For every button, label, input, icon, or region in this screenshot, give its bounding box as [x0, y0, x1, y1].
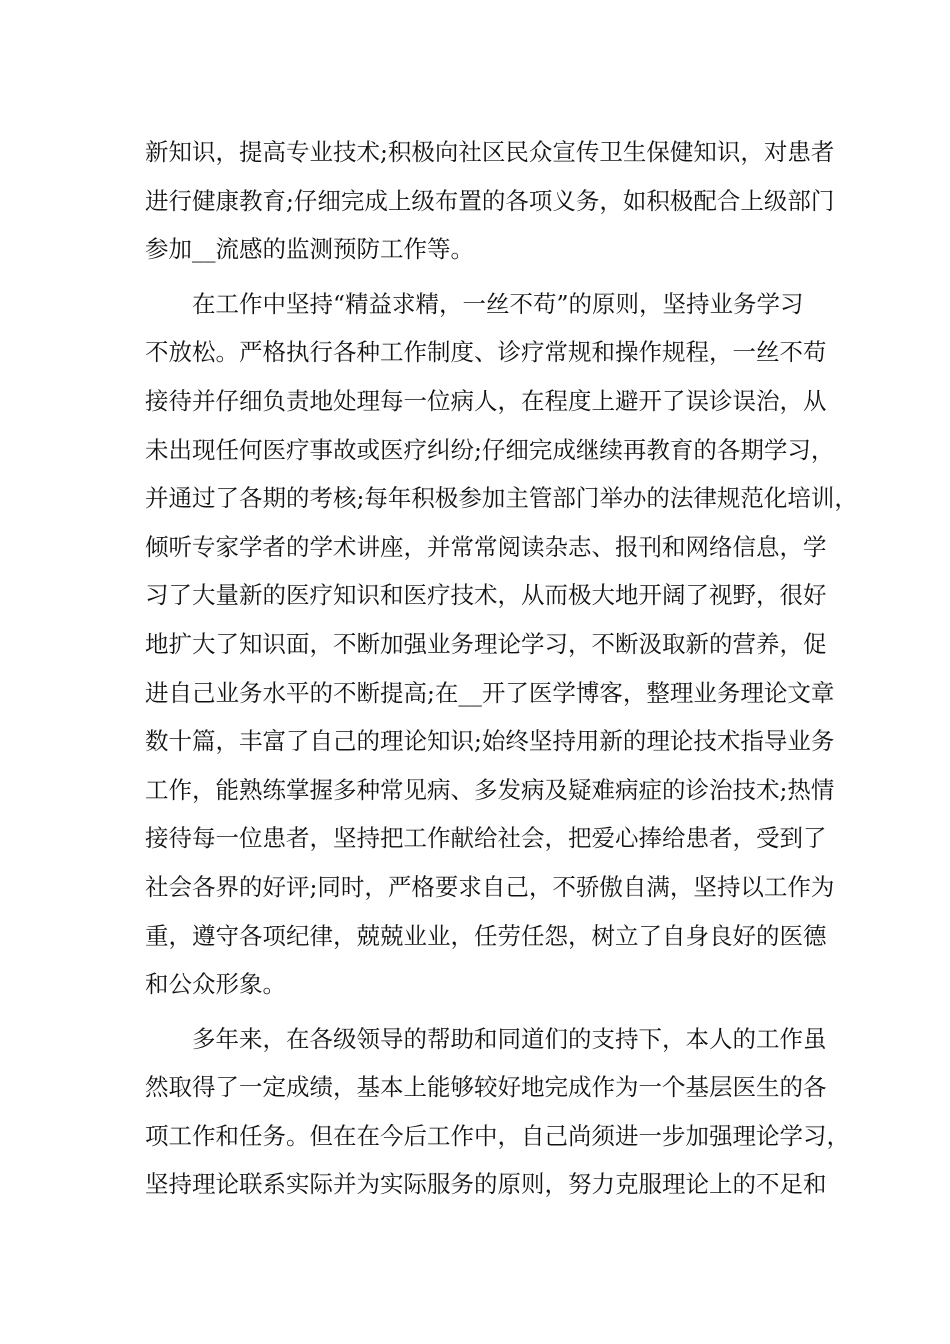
- text-line: 新知识，提高专业技术;积极向社区民众宣传卫生保健知识，对患者: [145, 138, 835, 166]
- text-line: 并通过了各期的考核;每年积极参加主管部门举办的法律规范化培训，: [145, 484, 858, 513]
- text-line: 和公众形象。: [145, 970, 286, 999]
- paragraph-3: [145, 1015, 850, 1209]
- text-line: 倾听专家学者的学术讲座，并常常阅读杂志、报刊和网络信息，学: [145, 532, 827, 561]
- text-line: 地扩大了知识面，不断加强业务理论学习，不断汲取新的营养，促: [145, 629, 827, 658]
- text-line: 习了大量新的医疗知识和医疗技术，从而极大地开阔了视野，很好: [145, 581, 827, 610]
- text-line: 多年来，在各级领导的帮助和同道们的支持下，本人的工作虽: [192, 1024, 827, 1053]
- text-line: 数十篇，丰富了自己的理论知识;始终坚持用新的理论技术指导业务: [145, 727, 835, 756]
- text-line: 坚持理论联系实际并为实际服务的原则，努力克服理论上的不足和: [145, 1170, 827, 1199]
- text-line: 在工作中坚持“精益求精，一丝不苟”的原则，坚持业务学习: [192, 289, 804, 318]
- text-line: 项工作和任务。但在在今后工作中，自己尚须进一步加强理论学习，: [145, 1121, 850, 1150]
- text-line: 工作，能熟练掌握多种常见病、多发病及疑难病症的诊治技术;热情: [145, 775, 835, 804]
- text-line: 参加__流感的监测预防工作等。: [145, 235, 474, 264]
- text-line: 不放松。严格执行各种工作制度、诊疗常规和操作规程，一丝不苟: [145, 338, 827, 367]
- text-line: 重，遵守各项纪律，兢兢业业，任劳任怨，树立了自身良好的医德: [145, 921, 827, 950]
- text-line: 进自己业务水平的不断提高;在__开了医学博客，整理业务理论文章: [145, 678, 835, 707]
- paragraph-2: [145, 280, 858, 1009]
- text-line: 未出现任何医疗事故或医疗纠纷;仔细完成继续再教育的各期学习，: [145, 435, 835, 464]
- text-line: 进行健康教育;仔细完成上级布置的各项义务，如积极配合上级部门: [145, 186, 835, 215]
- text-line: 然取得了一定成绩，基本上能够较好地完成作为一个基层医生的各: [145, 1073, 827, 1102]
- paragraph-1: [145, 128, 835, 274]
- text-line: 社会各界的好评;同时，严格要求自己，不骄傲自满，坚持以工作为: [145, 872, 835, 901]
- text-line: 接待并仔细负责地处理每一位病人，在程度上避开了误诊误治，从: [145, 386, 827, 415]
- document-body: [145, 128, 858, 1209]
- text-line: 接待每一位患者，坚持把工作献给社会，把爱心捧给患者，受到了: [145, 824, 827, 853]
